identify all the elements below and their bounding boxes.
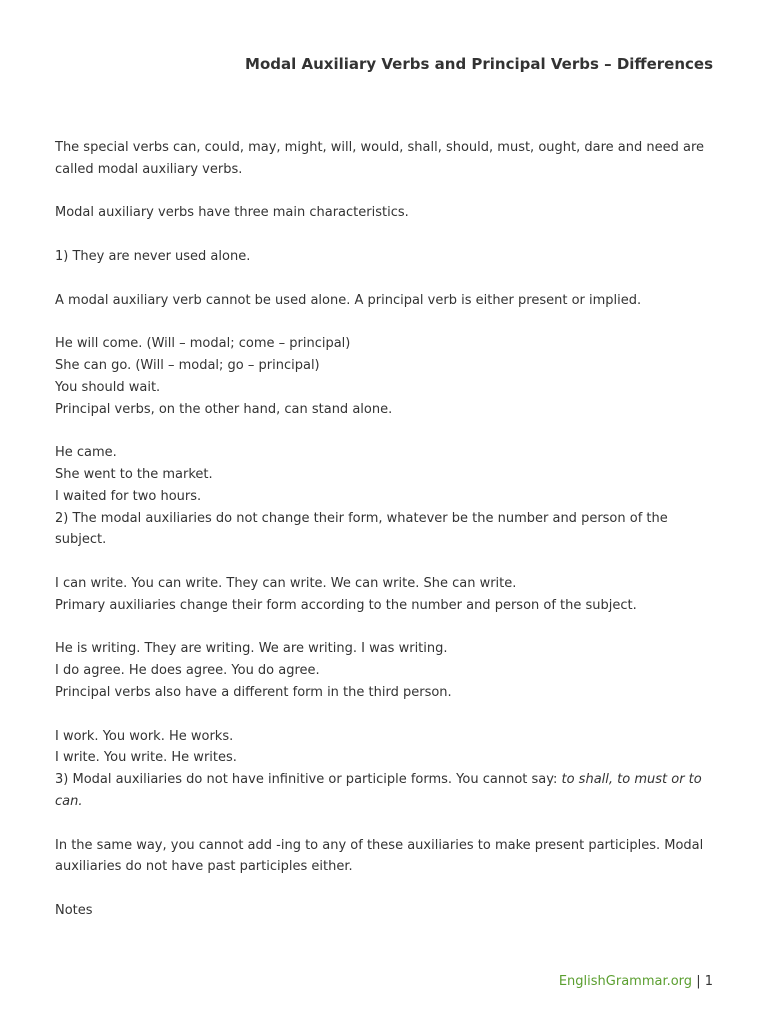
page-title: Modal Auxiliary Verbs and Principal Verbs – Differences — [245, 55, 713, 73]
example-line: I can write. You can write. They can write. We can write. She can write. — [55, 575, 517, 591]
example-line: He came. — [55, 445, 117, 461]
point-three-heading — [55, 769, 720, 813]
example-line: He is writing. They are writing. We are writing. I was writing. — [55, 641, 448, 657]
paragraph-point-one: A modal auxiliary verb cannot be used alone. A principal verb is either present or implied. — [55, 292, 642, 308]
point-one-heading: 1) They are never used alone. — [55, 248, 251, 264]
example-line: She can go. (Will – modal; go – principal) — [55, 357, 320, 373]
document-body — [55, 137, 720, 922]
example-line: You should wait. — [55, 379, 161, 395]
point-three-text: 3) Modal auxiliaries do not have infinitive or participle forms. You cannot say: — [55, 772, 562, 788]
paragraph-intro: The special verbs can, could, may, might, will, would, shall, should, must, ought, dare and need are called modal auxiliary verbs. — [55, 140, 705, 177]
example-line: I waited for two hours. — [55, 488, 202, 504]
paragraph-principal-verbs: Principal verbs, on the other hand, can stand alone. — [55, 401, 393, 417]
paragraph-third-person: Principal verbs also have a different form in the third person. — [55, 684, 452, 700]
paragraph-characteristics: Modal auxiliary verbs have three main characteristics. — [55, 205, 409, 221]
example-line: I write. You write. He writes. — [55, 750, 237, 766]
footer-site-link[interactable]: EnglishGrammar.org — [558, 974, 693, 989]
example-line: She went to the market. — [55, 466, 213, 482]
point-two-heading: 2) The modal auxiliaries do not change their form, whatever be the number and person of the subject. — [55, 510, 668, 548]
notes-heading: Notes — [55, 902, 93, 918]
example-line: He will come. (Will – modal; come – principal) — [55, 336, 351, 352]
page-footer — [559, 972, 713, 992]
paragraph-ing-forms: In the same way, you cannot add -ing to any of these auxiliaries to make present participles. Modal auxiliaries do not have past participles either. — [55, 837, 704, 875]
point-three-italic-examples: to shall, to must or to can. — [55, 772, 702, 809]
paragraph-primary-auxiliaries: Primary auxiliaries change their form according to the number and person of the subject. — [55, 597, 637, 613]
example-line: I do agree. He does agree. You do agree. — [55, 663, 320, 679]
example-line: I work. You work. He works. — [55, 728, 234, 744]
footer-separator: | — [692, 974, 705, 989]
footer-page-number: 1 — [704, 974, 713, 989]
